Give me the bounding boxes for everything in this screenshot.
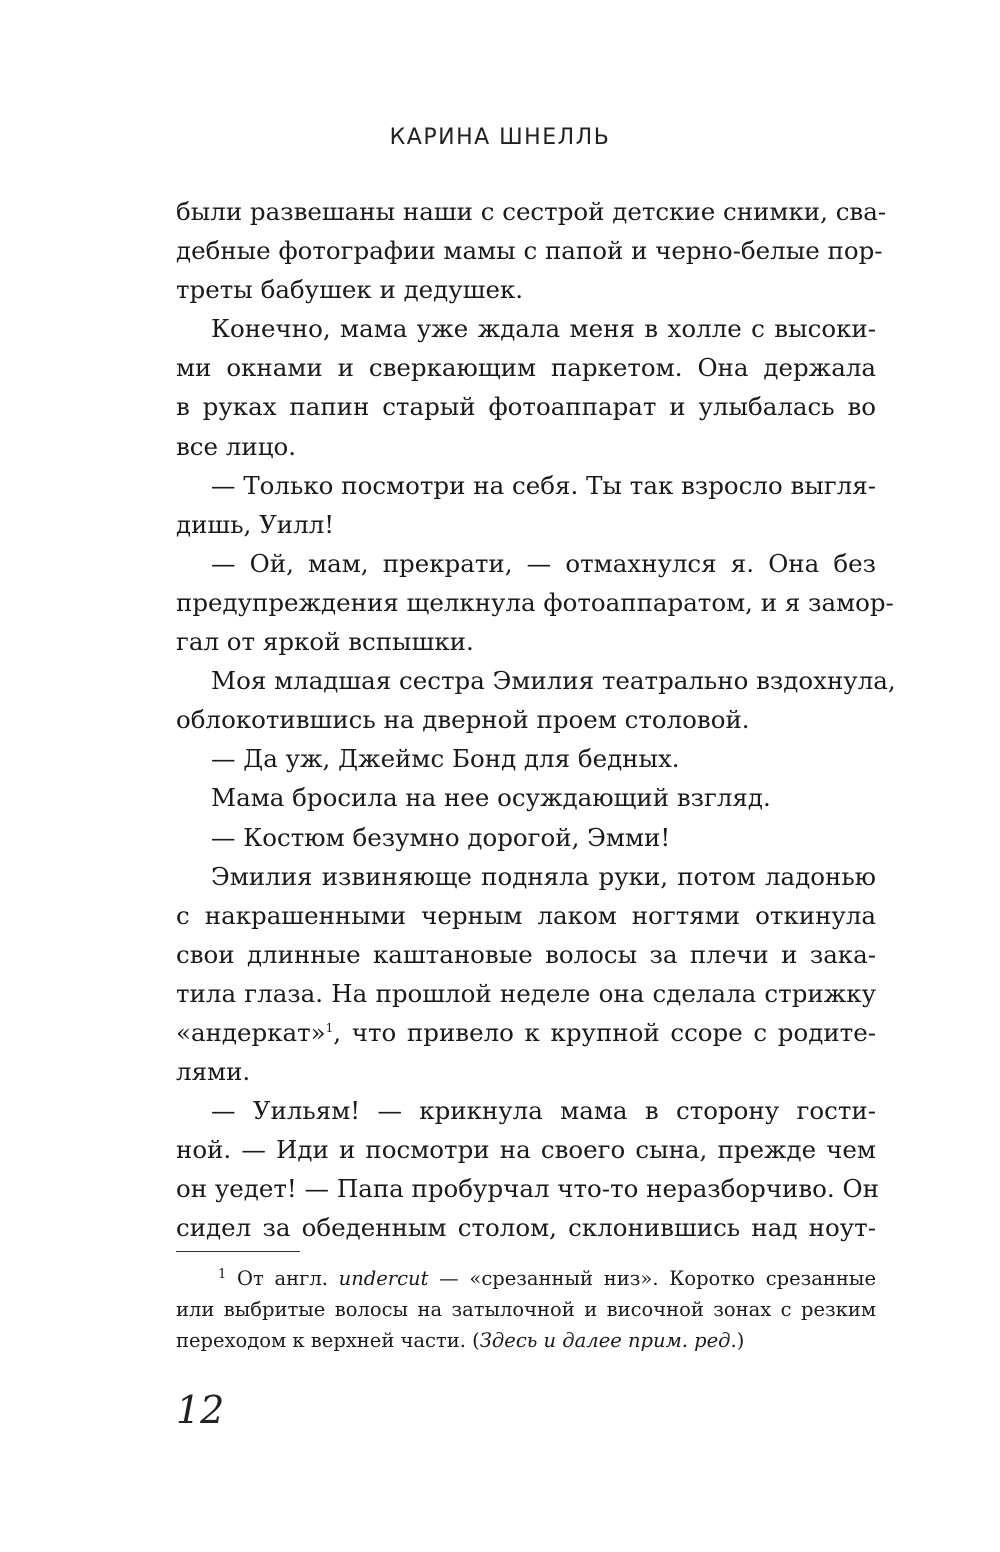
- footnote-line: или выбритые волосы на затылочной и височной зонах с резким: [176, 1298, 876, 1321]
- footnote-line: переходом к верхней части. (Здесь и далее прим. ред.): [176, 1329, 745, 1352]
- page-number: 12: [176, 1388, 225, 1432]
- text-line: Эмилия извиняюще подняла руки, потом ладонью: [211, 861, 876, 891]
- footnote-divider: [176, 1251, 300, 1252]
- body-text: [176, 192, 896, 1248]
- text-line: — Ой, мам, прекрати, — отмахнулся я. Она без: [211, 548, 876, 578]
- text-line: — Костюм безумно дорогой, Эмми!: [211, 822, 671, 852]
- text-line: облокотившись на дверной проем столовой.: [176, 705, 750, 735]
- text-line: предупреждения щелкнула фотоаппаратом, и я замор-: [176, 587, 894, 617]
- text-line: дебные фотографии мамы с папой и черно-белые пор-: [176, 236, 883, 266]
- text-line: ной. — Иди и посмотри на своего сына, прежде чем: [176, 1135, 876, 1165]
- running-head-author: КАРИНА ШНЕЛЛЬ: [389, 125, 611, 150]
- footnote-marker: 1: [218, 1267, 227, 1282]
- text-line: тила глаза. На прошлой неделе она сделала стрижку: [176, 978, 876, 1008]
- text-line: в руках папин старый фотоаппарат и улыбалась во: [176, 392, 876, 422]
- text-line: — Только посмотри на себя. Ты так взросло выгля-: [211, 470, 876, 500]
- text-line: треты бабушек и дедушек.: [176, 275, 524, 305]
- text-line: свои длинные каштановые волосы за плечи и зака-: [176, 939, 876, 969]
- text-line-with-footnote-ref: «андеркат»$^1$, что привело к крупной ссоре с родите-: [176, 1017, 876, 1047]
- footnote-reference: 1: [325, 1020, 334, 1035]
- text-line: дишь, Уилл!: [176, 509, 335, 539]
- text-line: сидел за обеденным столом, склонившись над ноут-: [176, 1213, 876, 1243]
- text-line: ми окнами и сверкающим паркетом. Она держала: [176, 353, 876, 383]
- text-line: с накрашенными черным лаком ногтями откинула: [176, 900, 876, 930]
- text-line: были развешаны наши с сестрой детские снимки, сва-: [176, 197, 887, 226]
- text-line: все лицо.: [176, 431, 296, 461]
- text-line: — Да уж, Джеймс Бонд для бедных.: [211, 744, 680, 774]
- text-line: лями.: [176, 1057, 251, 1087]
- text-line: Конечно, мама уже ждала меня в холле с высоки-: [211, 314, 876, 344]
- text-line: Моя младшая сестра Эмилия театрально вздохнула,: [211, 666, 896, 696]
- text-line: — Уильям! — крикнула мама в сторону гости-: [211, 1096, 876, 1126]
- footnote: [176, 1263, 876, 1356]
- text-line: Мама бросила на нее осуждающий взгляд.: [211, 783, 771, 813]
- footnote-line: $^1$ От англ. undercut — «срезанный низ». Коротко срезанные: [218, 1267, 876, 1290]
- text-line: он уедет! — Папа пробурчал что-то неразборчиво. Он: [176, 1174, 879, 1204]
- text-line: гал от яркой вспышки.: [176, 627, 474, 657]
